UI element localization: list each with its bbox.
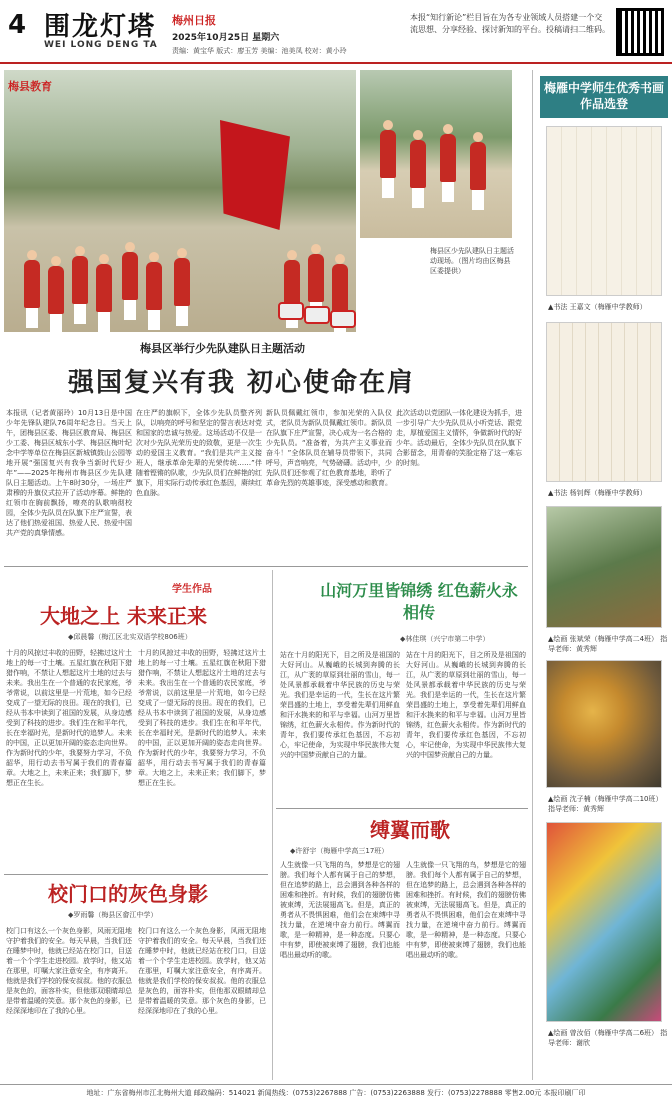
article-headline: 大地之上 未来正来 bbox=[40, 604, 207, 628]
art-gallery-title: 梅雁中学师生优秀书画作品选登 bbox=[540, 76, 668, 118]
article-body: 十月的风掠过丰收的田野，轻拂过这片土地上的每一寸土壤。五星红旗在秋阳下猎猎作响，不禁让人想起这片土地的过去与未来。我出生在一个普通的农民家庭，爷爷常说，以前这里是一片荒地，如今已经变成了一望无际的良田。现在的我们，已经从书本中读到了祖国的发展，从身边感受到了科技的进步。我们生在和平年代，长在幸福时光，是新时代的追梦人。未来的中国，正以更加开阔的姿态走向世界。作为新时代的少年，我要努力学习，不负韶华，用行动去书写属于我们的青春篇章。大地之上，未来正来；我们脚下，梦想正在生长。 bbox=[6, 649, 132, 787]
work-caption: ▲绘画 沈子楠（梅雁中学高二10班） 指导老师：黄秀辉 bbox=[548, 795, 663, 813]
qr-code-icon[interactable] bbox=[616, 8, 664, 56]
article-body: 校门口有这么一个灰色身影，风雨无阻地守护着我们的安全。每天早晨，当我们还在睡梦中时，他就已经站在校门口，目送着一个个学生走进校园。放学时，他又站在那里，叮嘱大家注意安全，有序离开。他就是我们学校的保安叔叔。他的衣服总是灰色的，面容朴实，但他那双眼睛却总是带着温暖的笑意。那个灰色的身影，已经深深地印在了我的心里。 bbox=[138, 927, 266, 1015]
story-body-col-1: 本报讯（记者黄丽玲）10月13日是中国少年先锋队建队76周年纪念日。当天上午，团梅县区委、梅县区教育局、梅县区少工委、梅县区城东小学、梅县区梅叶纪念中学等单位在梅县区新城镇鼓山公园等地开展“强国复兴有我争当新时代好少年”——2025年梅州市梅县区少先队建队日主题活动。上午8时30分，一场庄严肃穆的升旗仪式拉开了活动序幕。鲜艳的红领巾在胸前飘扬，嘹亮的队歌响彻校园，全体少先队员在队旗下庄严宣誓，表达了他们热爱祖国、热爱人民、热爱中国共产党的真挚情感。 bbox=[6, 409, 132, 537]
work-caption: ▲绘画 张斌荣（梅雁中学高二4班） 指导老师：黄秀辉 bbox=[548, 635, 668, 653]
calligraphy-work-1 bbox=[546, 126, 662, 296]
painting-1 bbox=[546, 506, 662, 628]
article-body: 站在十月的阳光下，目之所及是祖国的大好河山。从巍峨的长城到奔腾的长江，从广袤的草原到壮丽的雪山，每一处风景都承载着中华民族的历史与荣光。我们是幸运的一代，生长在这片繁荣昌盛的土地上，享受着先辈们用鲜血和汗水换来的和平与幸福。山河万里皆锦绣，红色薪火永相传。作为新时代的青年，我们要传承红色基因，不忘初心，牢记使命，为实现中华民族伟大复兴的中国梦贡献自己的力量。 bbox=[406, 651, 526, 759]
photo-caption: 梅县区少先队建队日主题活动现场。（图片均由区梅县区委提供） bbox=[430, 247, 514, 275]
editor-credits: 责编：黄宝华 版式：廖玉芳 美编：池美凤 校对：黄小玲 bbox=[172, 47, 347, 55]
section-pinyin: WEI LONG DENG TA bbox=[44, 40, 158, 50]
article-author: ◆林佳琪（兴宁市第二中学） bbox=[400, 635, 490, 643]
story-body-col-4: 此次活动以党团队一体化建设为抓手，进一步引导广大少先队员从小听党话、跟党走，厚植爱国主义情怀，争做新时代的好少年。活动最后，全体少先队员在队旗下合影留念，用青春的笑脸定格了这一难忘的时刻。 bbox=[396, 409, 522, 467]
article-author: ◆邱晨馨（梅江区北实双语学校806班） bbox=[68, 633, 192, 641]
story-body-col-3: 新队员佩戴红领巾，参加光荣的入队仪式，老队员为新队员佩戴红领巾。新队员在队旗下庄严宣誓，决心成为一名合格的少先队员。“准备着，为共产主义事业而奋斗！”全体队员在辅导员带领下，共同呼号，声音响亮，气势磅礴。活动中，少先队员们还参观了红色教育基地，聆听了革命先烈的英雄事迹，深受感动和教育。 bbox=[266, 409, 392, 487]
red-flag-icon bbox=[220, 120, 290, 230]
divider bbox=[276, 808, 528, 809]
side-photo bbox=[360, 70, 512, 238]
article-author: ◆许舒宇（梅雁中学高三17班） bbox=[290, 847, 389, 855]
article-body: 十月的风掠过丰收的田野，轻拂过这片土地上的每一寸土壤。五星红旗在秋阳下猎猎作响，不禁让人想起这片土地的过去与未来。我出生在一个普通的农民家庭，爷爷常说，以前这里是一片荒地，如今已经变成了一望无际的良田。现在的我们，已经从书本中读到了祖国的发展，从身边感受到了科技的进步。我们生在和平年代，长在幸福时光，是新时代的追梦人。未来的中国，正以更加开阔的姿态走向世界。作为新时代的少年，我要努力学习，不负韶华，用行动去书写属于我们的青春篇章。大地之上，未来正来；我们脚下，梦想正在生长。 bbox=[138, 649, 266, 787]
article-body: 人生就像一只飞翔的鸟，梦想是它的翅膀。我们每个人都有属于自己的梦想，但在追梦的路上，总会遇到各种各样的困难和挫折。有时候，我们的翅膀仿佛被束缚，无法展翅高飞。但是，真正的勇者从不畏惧困难，他们会在束缚中寻找力量，在逆境中奋力前行。缚翼而歌，是一种精神，是一种态度。只要心中有梦，即使被束缚了翅膀，我们也能唱出最动听的歌。 bbox=[406, 861, 526, 959]
work-caption: ▲书法 杨钊辉（梅雁中学教师） bbox=[548, 489, 647, 497]
story-kicker: 梅县区举行少先队建队日主题活动 bbox=[140, 342, 305, 355]
article-headline: 缚翼而歌 bbox=[370, 818, 450, 842]
article-body: 人生就像一只飞翔的鸟，梦想是它的翅膀。我们每个人都有属于自己的梦想，但在追梦的路上，总会遇到各种各样的困难和挫折。有时候，我们的翅膀仿佛被束缚，无法展翅高飞。但是，真正的勇者从不畏惧困难，他们会在束缚中寻找力量，在逆境中奋力前行。缚翼而歌，是一种精神，是一种态度。只要心中有梦，即使被束缚了翅膀，我们也能唱出最动听的歌。 bbox=[280, 861, 400, 959]
work-caption: ▲书法 王嘉文（梅雁中学教师） bbox=[548, 303, 647, 311]
divider bbox=[532, 70, 533, 1080]
student-works-tag: 学生作品 bbox=[172, 584, 212, 595]
page-number: 4 bbox=[8, 10, 27, 40]
newspaper-logo: 梅州日报 bbox=[172, 14, 216, 27]
column-notice: 本报“知行新论”栏目旨在为各专业领域人员搭建一个交流思想、分享经验、探讨新知的平台。投稿请扫二维码。 bbox=[410, 13, 610, 34]
section-title: 围龙灯塔 bbox=[44, 12, 157, 42]
divider bbox=[4, 566, 528, 567]
date-line: 2025年10月25日 星期六 bbox=[172, 33, 280, 43]
story-headline: 强国复兴有我 初心使命在肩 bbox=[68, 368, 416, 398]
divider bbox=[272, 570, 273, 1080]
edu-tag: 梅县教育 bbox=[8, 80, 52, 93]
article-body: 站在十月的阳光下，目之所及是祖国的大好河山。从巍峨的长城到奔腾的长江，从广袤的草原到壮丽的雪山，每一处风景都承载着中华民族的历史与荣光。我们是幸运的一代，生长在这片繁荣昌盛的土地上，享受着先辈们用鲜血和汗水换来的和平与幸福。山河万里皆锦绣，红色薪火永相传。作为新时代的青年，我们要传承红色基因，不忘初心，牢记使命，为实现中华民族伟大复兴的中国梦贡献自己的力量。 bbox=[280, 651, 400, 759]
story-body-col-2: 在庄严的旗帜下，全体少先队员整齐列队，以响亮的呼号和坚定的誓言表达对党和国家的忠诚与热爱。这场活动不仅是一次对少先队光荣历史的致敬，更是一次生动的爱国主义教育。“我们是共产主义接班人，继承革命先辈的光荣传统……”伴随着铿锵的队歌，少先队员们在鲜艳的红旗下，用实际行动传承红色基因，赓续红色血脉。 bbox=[136, 409, 262, 497]
calligraphy-work-2 bbox=[546, 322, 662, 482]
article-headline: 校门口的灰色身影 bbox=[48, 882, 208, 906]
work-caption: ▲绘画 曾汝佰（梅雁中学高二6班） 指导老师：谢欣 bbox=[548, 1029, 668, 1047]
painting-2 bbox=[546, 660, 662, 788]
divider bbox=[4, 874, 268, 875]
article-body: 校门口有这么一个灰色身影，风雨无阻地守护着我们的安全。每天早晨，当我们还在睡梦中时，他就已经站在校门口，目送着一个个学生走进校园。放学时，他又站在那里，叮嘱大家注意安全，有序离开。他就是我们学校的保安叔叔。他的衣服总是灰色的，面容朴实，但他那双眼睛却总是带着温暖的笑意。那个灰色的身影，已经深深地印在了我的心里。 bbox=[6, 927, 132, 1015]
article-headline: 山河万里皆锦绣 红色薪火永相传 bbox=[320, 581, 518, 622]
painting-3 bbox=[546, 822, 662, 1022]
article-author: ◆罗雨馨（梅县区畲江中学） bbox=[68, 911, 158, 919]
footer: 地址：广东省梅州市江北梅州大道 邮政编码：514021 新闻热线：(0753)2267888 广告：(0753)2263888 发行：(0753)2278888 零售2.00元 本报印刷厂印 bbox=[0, 1084, 672, 1100]
